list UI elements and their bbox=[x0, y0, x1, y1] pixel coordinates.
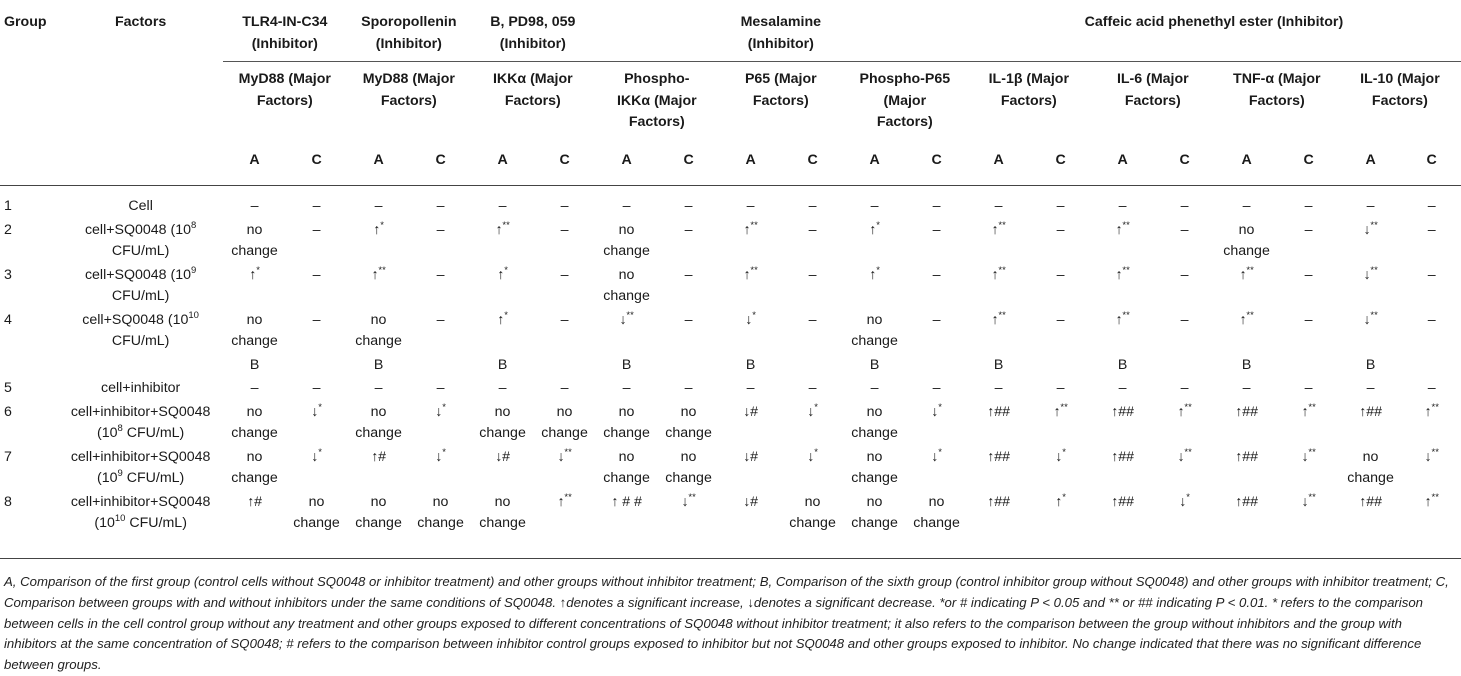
group-number: 4 bbox=[4, 311, 12, 328]
result-cell: ↑## bbox=[987, 448, 1010, 465]
inhibitor-header-cape: Caffeic acid phenethyl ester (Inhibitor) bbox=[967, 0, 1461, 62]
result-cell: no change bbox=[665, 403, 712, 441]
result-cell: – bbox=[1056, 311, 1065, 328]
result-cell: – bbox=[312, 221, 321, 238]
result-cell: ↑** bbox=[743, 219, 758, 238]
result-cell: no change bbox=[231, 221, 278, 259]
comparison-c-header: C bbox=[931, 151, 942, 168]
comparison-a-header: A bbox=[869, 151, 880, 168]
comparison-c-header: C bbox=[435, 151, 446, 168]
result-cell: – bbox=[1402, 186, 1461, 220]
comparison-c-header: C bbox=[311, 151, 322, 168]
comparison-c-header: C bbox=[1303, 151, 1314, 168]
table-header bbox=[0, 0, 1461, 186]
factor-label: Cell bbox=[58, 186, 222, 220]
result-cell: – bbox=[410, 186, 470, 220]
comparison-a-header: A bbox=[1241, 151, 1252, 168]
result-cell: – bbox=[1427, 221, 1436, 238]
result-cell: ↓* bbox=[931, 401, 942, 420]
group-number: 5 bbox=[4, 380, 12, 396]
result-cell: – bbox=[843, 186, 907, 220]
result-cell: ↑## bbox=[1235, 493, 1258, 510]
comparison-a-header: A bbox=[1365, 151, 1376, 168]
result-cell: ↓* bbox=[1055, 446, 1066, 465]
result-cell: – bbox=[312, 380, 321, 396]
result-cell: – bbox=[498, 380, 507, 396]
result-cell: ↑# bbox=[371, 448, 387, 465]
result-cell: ↑# bbox=[247, 493, 263, 510]
result-cell: – bbox=[684, 380, 693, 396]
result-cell: ↑## bbox=[987, 403, 1010, 420]
result-cell: ↑** bbox=[1424, 491, 1439, 510]
result-cell: no change bbox=[603, 266, 650, 304]
result-cell: no change bbox=[231, 403, 278, 441]
major-factor-header-row bbox=[0, 62, 1461, 140]
result-cell: ↓** bbox=[681, 491, 696, 510]
result-cell: B bbox=[745, 356, 756, 373]
factors-header: Factors bbox=[115, 14, 167, 30]
result-cell: ↓* bbox=[435, 401, 446, 420]
factor-label: cell+inhibitor+SQ0048 ($10^8$ CFU/mL) bbox=[70, 403, 211, 441]
group-header: Group bbox=[4, 14, 47, 30]
result-cell: – bbox=[1304, 266, 1313, 283]
result-cell: ↓* bbox=[435, 446, 446, 465]
result-cell: – bbox=[932, 380, 941, 396]
result-cell: – bbox=[436, 311, 445, 328]
result-cell: – bbox=[658, 186, 718, 220]
result-cell: – bbox=[808, 311, 817, 328]
group-number: 1 bbox=[0, 186, 58, 220]
result-cell: ↑** bbox=[371, 264, 386, 283]
result-cell: ↑** bbox=[1053, 401, 1068, 420]
result-cell: – bbox=[560, 311, 569, 328]
result-cell: B bbox=[993, 356, 1004, 373]
result-cell: ↓** bbox=[1363, 264, 1378, 283]
group-number: 3 bbox=[4, 266, 12, 283]
result-cell: B bbox=[249, 356, 260, 373]
result-cell: – bbox=[1278, 186, 1338, 220]
result-cell: – bbox=[1056, 380, 1065, 396]
result-cell: – bbox=[1118, 380, 1127, 396]
result-cell: – bbox=[870, 380, 879, 396]
result-cell: no change bbox=[665, 448, 712, 486]
result-cell bbox=[1030, 355, 1090, 379]
major-factor-header: IKKα (Major Factors) bbox=[492, 71, 573, 109]
result-cell: B bbox=[1117, 356, 1128, 373]
result-cell: – bbox=[1304, 311, 1313, 328]
table-row bbox=[0, 265, 1461, 310]
result-cell: ↑** bbox=[1424, 401, 1439, 420]
result-cell: ↑** bbox=[1177, 401, 1192, 420]
result-cell: ↓# bbox=[495, 448, 511, 465]
result-cell bbox=[1154, 355, 1214, 379]
result-cell: ↑** bbox=[991, 309, 1006, 328]
result-cell: – bbox=[967, 186, 1031, 220]
result-cell: – bbox=[1056, 221, 1065, 238]
result-cell: ↓* bbox=[807, 446, 818, 465]
result-cell: – bbox=[1366, 380, 1375, 396]
factor-label bbox=[58, 355, 222, 379]
inhibitor-header-row bbox=[0, 0, 1461, 62]
result-cell: B bbox=[621, 356, 632, 373]
factor-label: cell+SQ0048 ($10^9$ CFU/mL) bbox=[84, 264, 197, 304]
result-cell: ↓* bbox=[807, 401, 818, 420]
result-cell: ↑** bbox=[1239, 264, 1254, 283]
major-factor-header: IL-10 (Major Factors) bbox=[1360, 71, 1440, 109]
table-row bbox=[0, 378, 1461, 402]
comparison-a-header: A bbox=[993, 151, 1004, 168]
result-cell: – bbox=[1180, 221, 1189, 238]
result-cell: – bbox=[1180, 266, 1189, 283]
result-cell: ↑## bbox=[1111, 403, 1134, 420]
comparison-a-header: A bbox=[373, 151, 384, 168]
result-cell: ↓# bbox=[743, 448, 759, 465]
comparison-c-header: C bbox=[1055, 151, 1066, 168]
result-cell: ↓* bbox=[311, 401, 322, 420]
result-cell: ↑** bbox=[991, 219, 1006, 238]
major-factor-header: TNF-α (Major Factors) bbox=[1233, 71, 1321, 109]
result-cell: ↑** bbox=[1115, 309, 1130, 328]
major-factor-header: MyD88 (Major Factors) bbox=[362, 71, 455, 109]
result-cell: – bbox=[1030, 186, 1090, 220]
result-cell bbox=[1402, 355, 1461, 379]
comparison-c-header: C bbox=[559, 151, 570, 168]
result-cell: no change bbox=[603, 403, 650, 441]
result-cell: ↑## bbox=[1111, 448, 1134, 465]
result-cell: – bbox=[286, 186, 347, 220]
result-cell: B bbox=[1241, 356, 1252, 373]
result-cell: ↑** bbox=[1115, 264, 1130, 283]
result-cell: – bbox=[1339, 186, 1403, 220]
result-cell: ↑** bbox=[557, 491, 572, 510]
result-cell: no change bbox=[789, 493, 836, 531]
result-cell: – bbox=[808, 266, 817, 283]
result-cell: no change bbox=[231, 311, 278, 349]
comparison-a-header: A bbox=[497, 151, 508, 168]
result-cell: – bbox=[436, 266, 445, 283]
result-cell bbox=[534, 355, 594, 379]
result-cell: – bbox=[1215, 186, 1279, 220]
result-cell: – bbox=[1242, 380, 1251, 396]
result-cell: – bbox=[436, 380, 445, 396]
result-cell: ↓* bbox=[311, 446, 322, 465]
result-cell: B bbox=[869, 356, 880, 373]
result-cell: ↑## bbox=[1111, 493, 1134, 510]
result-cell: – bbox=[1304, 380, 1313, 396]
result-cell: no change bbox=[541, 403, 588, 441]
result-cell: ↑* bbox=[373, 219, 384, 238]
result-cell: – bbox=[1180, 380, 1189, 396]
result-cell: – bbox=[994, 380, 1003, 396]
result-cell: ↓* bbox=[1179, 491, 1190, 510]
result-cell: no change bbox=[293, 493, 340, 531]
result-cell: no change bbox=[355, 493, 402, 531]
result-cell: – bbox=[808, 380, 817, 396]
result-cell: – bbox=[560, 266, 569, 283]
factor-label: cell+inhibitor bbox=[101, 380, 181, 396]
result-cell: ↑** bbox=[743, 264, 758, 283]
result-cell bbox=[906, 355, 966, 379]
table-row bbox=[0, 402, 1461, 447]
result-cell: – bbox=[932, 266, 941, 283]
major-factor-header: IL-1β (Major Factors) bbox=[988, 71, 1069, 109]
result-cell bbox=[658, 355, 718, 379]
result-cell: ↓** bbox=[1301, 446, 1316, 465]
result-cell: no change bbox=[851, 311, 898, 349]
comparison-c-header: C bbox=[807, 151, 818, 168]
result-cell: – bbox=[560, 221, 569, 238]
result-cell: no change bbox=[1347, 448, 1394, 486]
group-number: 8 bbox=[4, 493, 12, 510]
comparison-a-header: A bbox=[621, 151, 632, 168]
result-cell: ↓# bbox=[743, 493, 759, 510]
result-cell: – bbox=[1304, 221, 1313, 238]
result-cell: – bbox=[1427, 311, 1436, 328]
result-cell: – bbox=[471, 186, 535, 220]
result-cell: – bbox=[595, 186, 659, 220]
result-cell: no change bbox=[851, 493, 898, 531]
group-number: 2 bbox=[4, 221, 12, 238]
result-cell: – bbox=[1180, 311, 1189, 328]
result-cell: ↑* bbox=[1055, 491, 1066, 510]
result-cell: – bbox=[1056, 266, 1065, 283]
result-cell: no change bbox=[851, 403, 898, 441]
result-cell: ↑* bbox=[869, 219, 880, 238]
table-row bbox=[0, 355, 1461, 379]
result-cell: ↓** bbox=[1177, 446, 1192, 465]
group-number: 7 bbox=[4, 448, 12, 465]
result-cell: – bbox=[1427, 380, 1436, 396]
result-cell bbox=[1278, 355, 1338, 379]
result-cell: ↑** bbox=[1239, 309, 1254, 328]
major-factor-header: Phospho- IKKα (Major Factors) bbox=[616, 71, 697, 130]
result-cell: – bbox=[782, 186, 842, 220]
result-cell: ↑## bbox=[987, 493, 1010, 510]
result-cell: ↓# bbox=[743, 403, 759, 420]
result-cell: – bbox=[312, 311, 321, 328]
result-cell: – bbox=[1091, 186, 1155, 220]
table-footnote: A, Comparison of the first group (control cells without SQ0048 or inhibitor treatment) and other groups without inhibitor treatment; B, Comparison of the sixth group (control inhibitor group without SQ0048) and other groups with inhibitor treatment; C, Comparison between groups with and without inhibitors under the same conditions of SQ0048. ↑denotes a significant increase, ↓denotes a significant decrease. *or # indicating P < 0.05 and ** or ## indicating P < 0.01. * refers to the comparison between cells in the cell control group without any treatment and other groups exposed to different concentrations of SQ0048 without inhibitor treatment; it also refers to the comparison between the group without inhibitors and the group with inhibitors at the same concentration of SQ0048; # refers to the comparison between inhibitor control groups exposed to inhibitor but not SQ0048 and other groups exposed to inhibitor. No change indicated that there was no significant difference between groups. bbox=[4, 574, 1449, 673]
result-cell: – bbox=[932, 311, 941, 328]
major-factor-header: MyD88 (Major Factors) bbox=[238, 71, 331, 109]
result-cell: ↑* bbox=[497, 264, 508, 283]
inhibitor-header-tlr4: TLR4-IN-C34 (Inhibitor) bbox=[223, 0, 347, 62]
result-cell: ↓** bbox=[1363, 309, 1378, 328]
result-cell: – bbox=[684, 221, 693, 238]
result-cell: no change bbox=[851, 448, 898, 486]
result-cell: no change bbox=[603, 221, 650, 259]
result-cell: – bbox=[534, 186, 594, 220]
result-cell: B bbox=[373, 356, 384, 373]
result-cell: ↑** bbox=[1115, 219, 1130, 238]
result-cell: ↑## bbox=[1235, 448, 1258, 465]
result-cell: – bbox=[312, 266, 321, 283]
result-cell: no change bbox=[355, 311, 402, 349]
table-body bbox=[0, 186, 1461, 537]
result-cell: ↑ # # bbox=[611, 493, 642, 510]
result-cell: – bbox=[1427, 266, 1436, 283]
group-number bbox=[0, 355, 58, 379]
result-cell: – bbox=[347, 186, 411, 220]
result-cell: ↑## bbox=[1359, 493, 1382, 510]
result-cell: no change bbox=[479, 493, 526, 531]
result-cell: – bbox=[746, 380, 755, 396]
major-factor-header: Phospho-P65 (Major Factors) bbox=[859, 71, 951, 130]
result-cell: no change bbox=[479, 403, 526, 441]
result-cell: ↑* bbox=[249, 264, 260, 283]
result-cell: no change bbox=[355, 403, 402, 441]
result-cell: – bbox=[223, 186, 287, 220]
result-cell: no change bbox=[1223, 221, 1270, 259]
result-cell: – bbox=[932, 221, 941, 238]
result-cell: – bbox=[684, 311, 693, 328]
major-factor-header: IL-6 (Major Factors) bbox=[1116, 71, 1189, 109]
table-row bbox=[0, 492, 1461, 537]
result-cell: ↓** bbox=[1301, 491, 1316, 510]
result-cell bbox=[410, 355, 470, 379]
result-cell: no change bbox=[603, 448, 650, 486]
result-cell: ↑** bbox=[495, 219, 510, 238]
inhibitor-header-mesalamine: Mesalamine (Inhibitor) bbox=[595, 0, 967, 62]
table-row bbox=[0, 220, 1461, 265]
result-cell bbox=[782, 355, 842, 379]
major-factor-header: P65 (Major Factors) bbox=[744, 71, 817, 109]
factor-label: cell+inhibitor+SQ0048 ($10^{10}$ CFU/mL) bbox=[70, 493, 211, 531]
result-cell: ↑** bbox=[1301, 401, 1316, 420]
result-cell: ↓* bbox=[745, 309, 756, 328]
factor-label: cell+SQ0048 ($10^{10}$ CFU/mL) bbox=[82, 309, 199, 349]
result-cell bbox=[286, 355, 347, 379]
inhibitor-header-pd98059: B, PD98, 059 (Inhibitor) bbox=[471, 0, 595, 62]
result-cell: ↑* bbox=[497, 309, 508, 328]
comparison-c-header: C bbox=[1179, 151, 1190, 168]
table-row bbox=[0, 186, 1461, 220]
comparison-c-header: C bbox=[683, 151, 694, 168]
result-cell: – bbox=[250, 380, 259, 396]
comparison-header-row bbox=[0, 140, 1461, 186]
result-cell: ↑## bbox=[1359, 403, 1382, 420]
result-cell: ↑## bbox=[1235, 403, 1258, 420]
result-cell: B bbox=[497, 356, 508, 373]
result-cell: no change bbox=[913, 493, 960, 531]
result-cell: – bbox=[719, 186, 783, 220]
comparison-c-header: C bbox=[1426, 151, 1437, 168]
result-cell: – bbox=[808, 221, 817, 238]
result-cell: – bbox=[684, 266, 693, 283]
comparison-a-header: A bbox=[745, 151, 756, 168]
result-cell: ↓* bbox=[931, 446, 942, 465]
result-cell: no change bbox=[231, 448, 278, 486]
table-row bbox=[0, 447, 1461, 492]
result-cell: ↓** bbox=[1363, 219, 1378, 238]
result-cell: B bbox=[1365, 356, 1376, 373]
result-cell: – bbox=[560, 380, 569, 396]
result-cell: – bbox=[374, 380, 383, 396]
factor-label: cell+SQ0048 ($10^8$ CFU/mL) bbox=[84, 219, 197, 259]
comparison-a-header: A bbox=[1117, 151, 1128, 168]
result-cell: ↑** bbox=[991, 264, 1006, 283]
group-number: 6 bbox=[4, 403, 12, 420]
result-cell: – bbox=[1154, 186, 1214, 220]
inhibitor-header-sporopollenin: Sporopollenin (Inhibitor) bbox=[347, 0, 471, 62]
result-cell: – bbox=[622, 380, 631, 396]
factor-label: cell+inhibitor+SQ0048 ($10^9$ CFU/mL) bbox=[70, 448, 211, 486]
result-cell: ↓** bbox=[557, 446, 572, 465]
result-cell: – bbox=[906, 186, 966, 220]
result-cell: ↓** bbox=[1424, 446, 1439, 465]
result-cell: no change bbox=[417, 493, 464, 531]
table-row bbox=[0, 310, 1461, 355]
result-cell: ↓** bbox=[619, 309, 634, 328]
result-cell: – bbox=[436, 221, 445, 238]
table-bottom-rule bbox=[0, 558, 1461, 559]
comparison-a-header: A bbox=[249, 151, 260, 168]
result-cell: ↑* bbox=[869, 264, 880, 283]
